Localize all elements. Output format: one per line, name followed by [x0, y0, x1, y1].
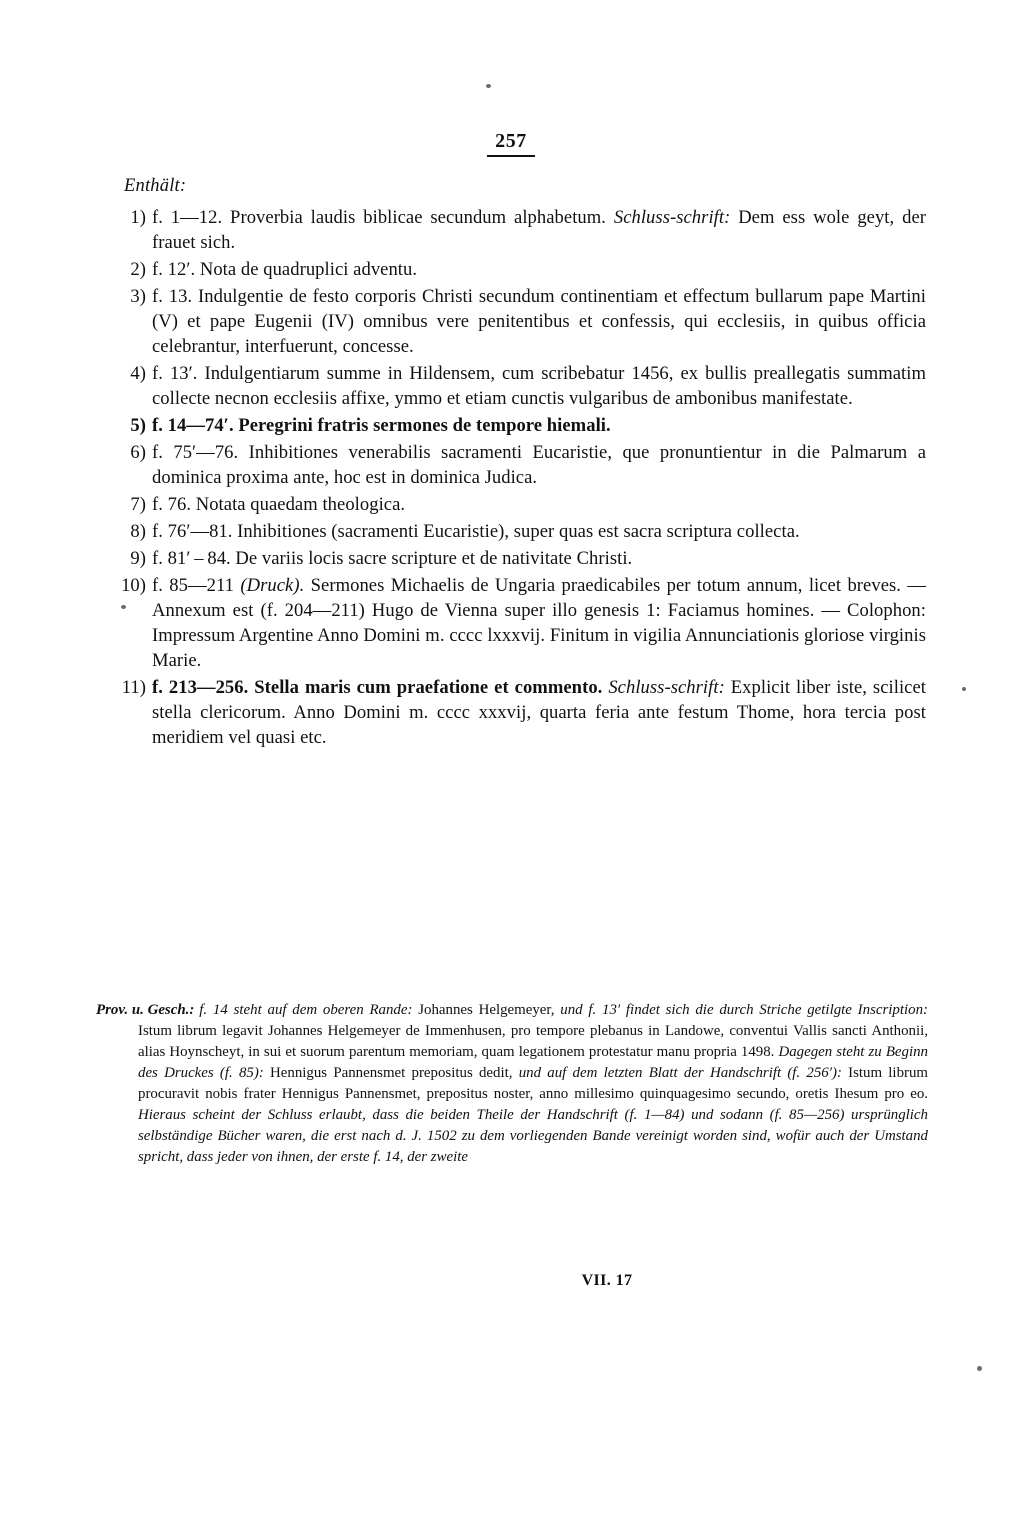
contents-item-marker: 1)	[130, 207, 146, 229]
contents-item-text	[152, 575, 926, 671]
contents-item-text	[152, 415, 611, 436]
contents-item-text	[152, 521, 800, 542]
sheet-signature: VII. 17	[581, 1272, 633, 1289]
contents-item-text-run-0: f. 213—256. Stella maris cum praefatione et commento.	[152, 677, 609, 699]
provenance-text-run-6: und auf dem letzten Blatt der Handschrift (f. 256′):	[518, 1064, 842, 1081]
contents-item-text-run-0: f. 13. Indulgentie de festo corporis Christi secundum continentiam et effectum bullarum pape Martini (V) et pape Eugenii (IV) omnibus vere penitentibus et confessis, qui ecclesiis, in quibus officia celebrantur, interfuerunt, concesse.	[152, 286, 926, 358]
provenance-note	[96, 1000, 928, 1168]
contents-item-text-run-0: f. 13′. Indulgentiarum summe in Hildensem, cum scribebatur 1456, ex bullis preallegatis summatim collecte necnon ecclesiis affixe, ymmo et etiam cunctis vulgaribus de ambonibus manifestate.	[152, 363, 926, 410]
contents-item-text-run-1: Schluss-schrift:	[613, 207, 731, 229]
contents-item-text	[152, 207, 926, 253]
contents-item-text-run-2: Sermones Michaelis de Ungaria praedicabiles per totum annum, licet breves. — Annexum est (f. 204—211) Hugo de Vienna super illo genesis 1: Faciamus homines. — Colophon: Impressum Argentine Anno Domini m. cccc lxxxvij. Finitum in vigilia Annunciationis gloriose virginis Marie.	[152, 575, 926, 672]
contents-item-marker: 2)	[130, 259, 146, 281]
provenance-text-run-2: und f. 13′ findet sich die durch Striche getilgte Inscription:	[560, 1002, 928, 1018]
contents-item-marker: 5)	[130, 415, 146, 437]
contents-item	[96, 284, 926, 359]
provenance-label: Prov. u. Gesch.:	[96, 1002, 195, 1018]
contents-item-marker: 9)	[130, 548, 146, 570]
contents-item-text	[152, 677, 926, 748]
provenance-text-run-4: Dagegen steht zu Beginn des Druckes (f. 85):	[138, 1043, 928, 1081]
contents-item	[96, 546, 926, 571]
contents-item-marker: 10)	[121, 575, 146, 597]
contents-item-text	[152, 548, 632, 569]
contents-item-text-run-0: f. 85—211	[152, 575, 241, 597]
contents-item-marker: 11)	[121, 677, 146, 699]
contents-item	[96, 519, 926, 544]
contents-item-text-run-0: f. 76. Notata quaedam theologica.	[152, 494, 406, 516]
contents-item-text-run-1: Schluss-schrift:	[608, 677, 725, 699]
contents-item-text-run-0: f. 75′—76. Inhibitiones venerabilis sacramenti Eucaristie, que pronuntientur in die Palmarum a dominica proxima ante, hoc est in dominica Judica.	[152, 442, 926, 489]
scan-speck	[977, 1366, 982, 1371]
contents-item-text-run-0: f. 81′ – 84. De variis locis sacre scripture et de nativitate Christi.	[152, 548, 633, 570]
contents-item	[96, 257, 926, 282]
contents-item	[96, 440, 926, 490]
contents-item-text	[152, 259, 417, 280]
provenance-text-run-0: f. 14 steht auf dem oberen Rande:	[199, 1002, 413, 1018]
contents-item-marker: 4)	[130, 363, 146, 385]
provenance-text-run-8: Hieraus scheint der Schluss erlaubt, dass die beiden Theile der Handschrift (f. 1—84) und sodann (f. 85—256) ursprünglich selbständige Bücher waren, die erst nach d. J. 1502 zu dem vorliegenden Bande vereinigt worden sind, wofür auch der Umstand spricht, dass jeder von ihnen, der erste f. 14, der zweite	[138, 1106, 928, 1165]
provenance-text-run-1: Johannes Helgemeyer,	[412, 1002, 561, 1018]
contents-item	[96, 413, 926, 438]
contents-item-text-run-2: Dem ess wole geyt, der frauet sich.	[152, 207, 926, 254]
contents-item	[96, 492, 926, 517]
scan-speck	[486, 84, 491, 88]
contents-list	[96, 205, 926, 750]
contents-item	[96, 361, 926, 411]
contents-item-text	[152, 286, 926, 357]
contents-item-marker: 7)	[130, 494, 146, 516]
contents-item-text-run-0: f. 14—74′. Peregrini fratris sermones de tempore hiemali.	[152, 415, 611, 437]
contents-item-text-run-0: f. 76′—81. Inhibitiones (sacramenti Eucaristie), super quas est sacra scriptura collecta.	[152, 521, 800, 543]
contents-item-marker: 6)	[130, 442, 146, 464]
contents-item-marker: 8)	[130, 521, 146, 543]
page-header	[0, 131, 1024, 157]
contents-item-text	[152, 363, 926, 409]
contents-item-text-run-0: f. 1—12. Proverbia laudis biblicae secundum alphabetum.	[152, 207, 614, 229]
contents-item	[96, 205, 926, 255]
provenance-text-run-3: Istum librum legavit Johannes Helgemeyer de Immenhusen, pro tempore plebanus in Landowe, conventui Vallis sancti Anthonii, alias Hoynscheyt, in sui et suorum parentum memoriam, quam legationem protestatur manu propria 1498.	[138, 1022, 928, 1060]
provenance-text-run-5: Hennigus Pannensmet prepositus dedit,	[263, 1064, 519, 1081]
contents-item-text	[152, 494, 405, 515]
contents-item-text-run-2: Explicit liber iste, scilicet stella clericorum. Anno Domini m. cccc xxxvij, quarta feria ante festum Thome, hora tercia post meridiem vel quasi etc.	[152, 677, 926, 749]
scan-speck	[962, 687, 966, 691]
section-heading-enthaelt: Enthält:	[124, 176, 187, 196]
contents-item-marker: 3)	[130, 286, 146, 308]
page-body	[96, 176, 926, 752]
contents-item-text	[152, 442, 926, 488]
page-number: 257	[487, 131, 535, 157]
contents-item-text-run-0: f. 12′. Nota de quadruplici adventu.	[152, 259, 418, 281]
contents-item	[96, 675, 926, 750]
contents-item-text-run-1: (Druck).	[240, 575, 305, 597]
contents-item	[96, 573, 926, 673]
provenance-text-run-7: Istum librum procuravit nobis frater Hennigus Pannensmet, prepositus noster, anno millesimo quinquagesimo secundo, oretis Ihesum pro eo.	[138, 1064, 928, 1102]
